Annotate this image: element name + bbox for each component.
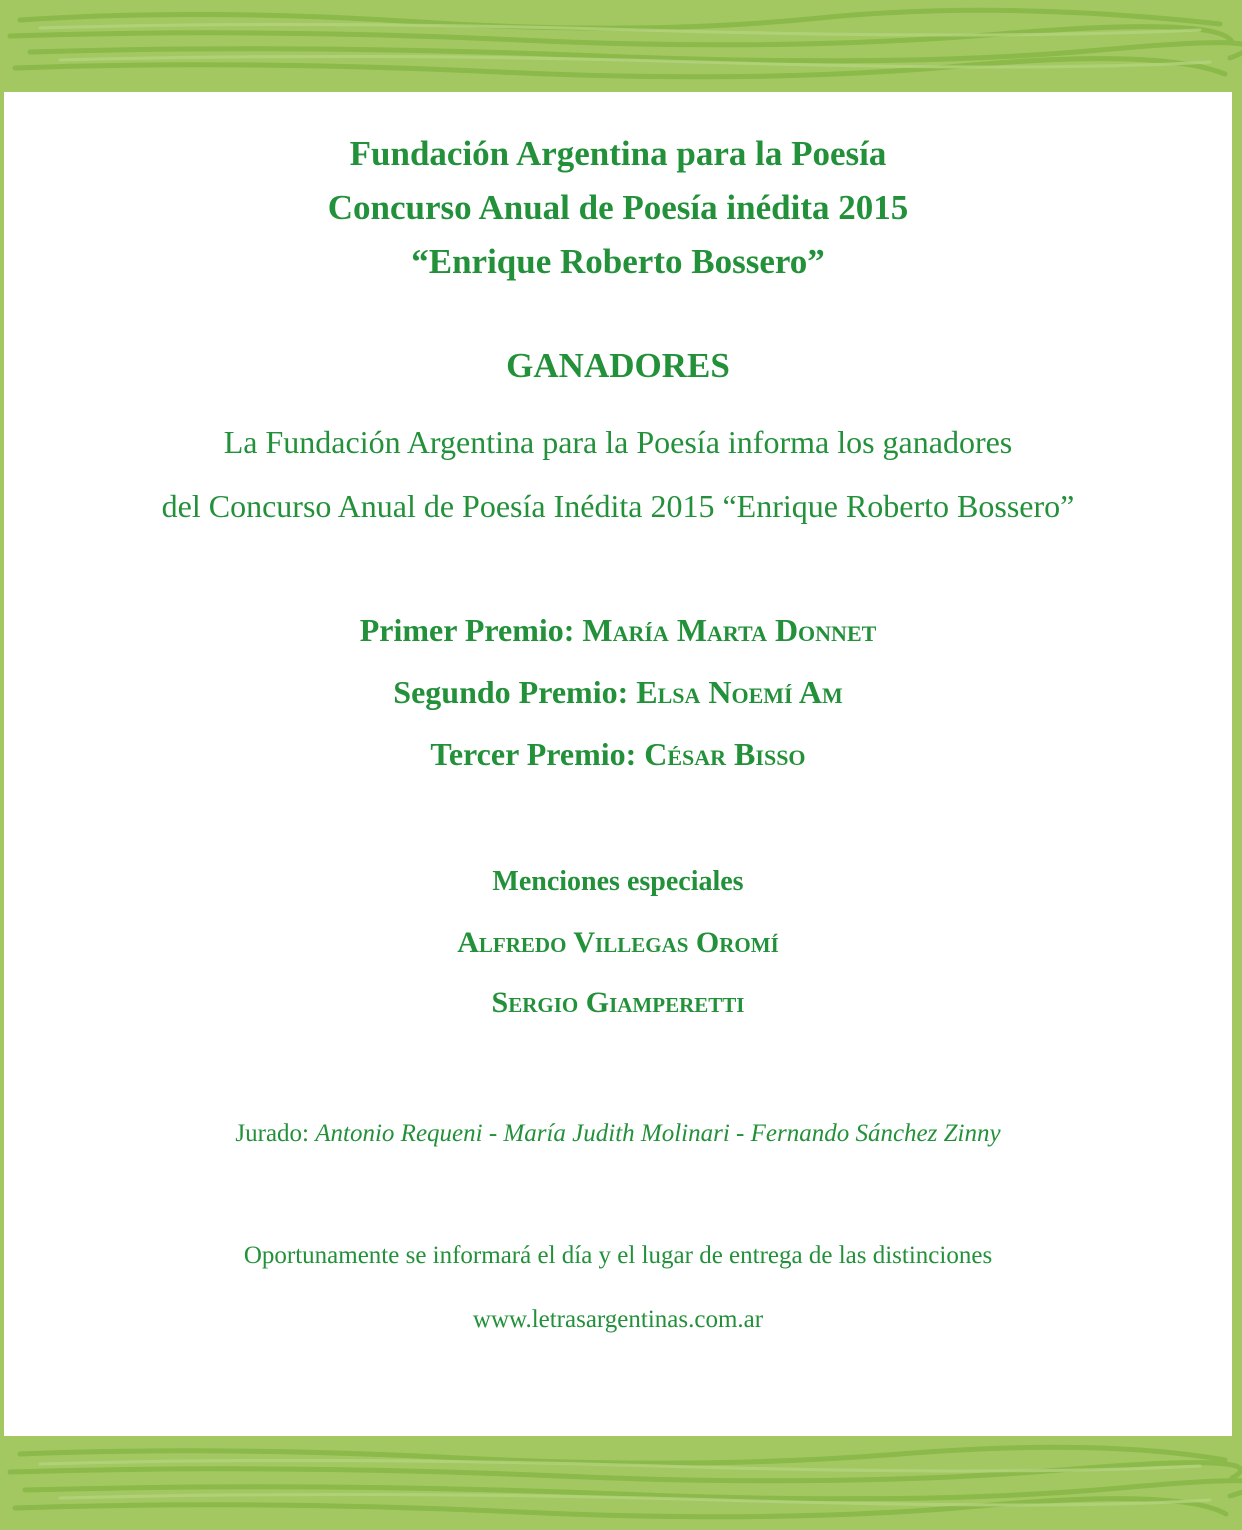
winners-title: GANADORES [506,346,730,385]
mention-2: Sergio Giamperetti [491,986,745,1019]
prize-2-winner: Elsa Noemí Am [636,674,843,710]
top-decorative-band [0,0,1242,92]
header-line-1: Fundación Argentina para la Poesía [349,134,887,173]
delivery-note: Oportunamente se informará el día y el lugar de entrega de las distinciones [243,1242,993,1269]
prize-2-colon: : [617,674,637,710]
website-link[interactable]: www.letrasargentinas.com.ar [472,1306,764,1333]
bottom-decorative-band [0,1436,1242,1530]
mention-1: Alfredo Villegas Oromí [457,926,779,959]
mentions-title: Menciones especiales [492,866,744,897]
prize-3-label: Tercer Premio [430,736,626,772]
jury-label: Jurado: [235,1120,310,1147]
prize-3 [4,736,1232,773]
intro-line-1: La Fundación Argentina para la Poesía informa los ganadores [223,424,1013,460]
intro-line-2: del Concurso Anual de Poesía Inédita 2015 “Enrique Roberto Bossero” [161,488,1075,524]
prize-2 [4,674,1232,711]
jury-line [4,1120,1232,1148]
prize-3-winner: César Bisso [644,736,806,772]
announcement-panel [4,92,1232,1436]
prize-1-colon: : [563,612,583,648]
header-line-2: Concurso Anual de Poesía inédita 2015 [327,188,909,227]
prize-1-label: Primer Premio [359,612,564,648]
prize-2-label: Segundo Premio [393,674,618,710]
prize-1 [4,612,1232,649]
header-line-3: “Enrique Roberto Bossero” [411,242,825,281]
prize-1-winner: María Marta Donnet [582,612,877,648]
jury-members: Antonio Requeni - María Judith Molinari - Fernando Sánchez Zinny [315,1120,1001,1147]
prize-3-colon: : [625,736,645,772]
